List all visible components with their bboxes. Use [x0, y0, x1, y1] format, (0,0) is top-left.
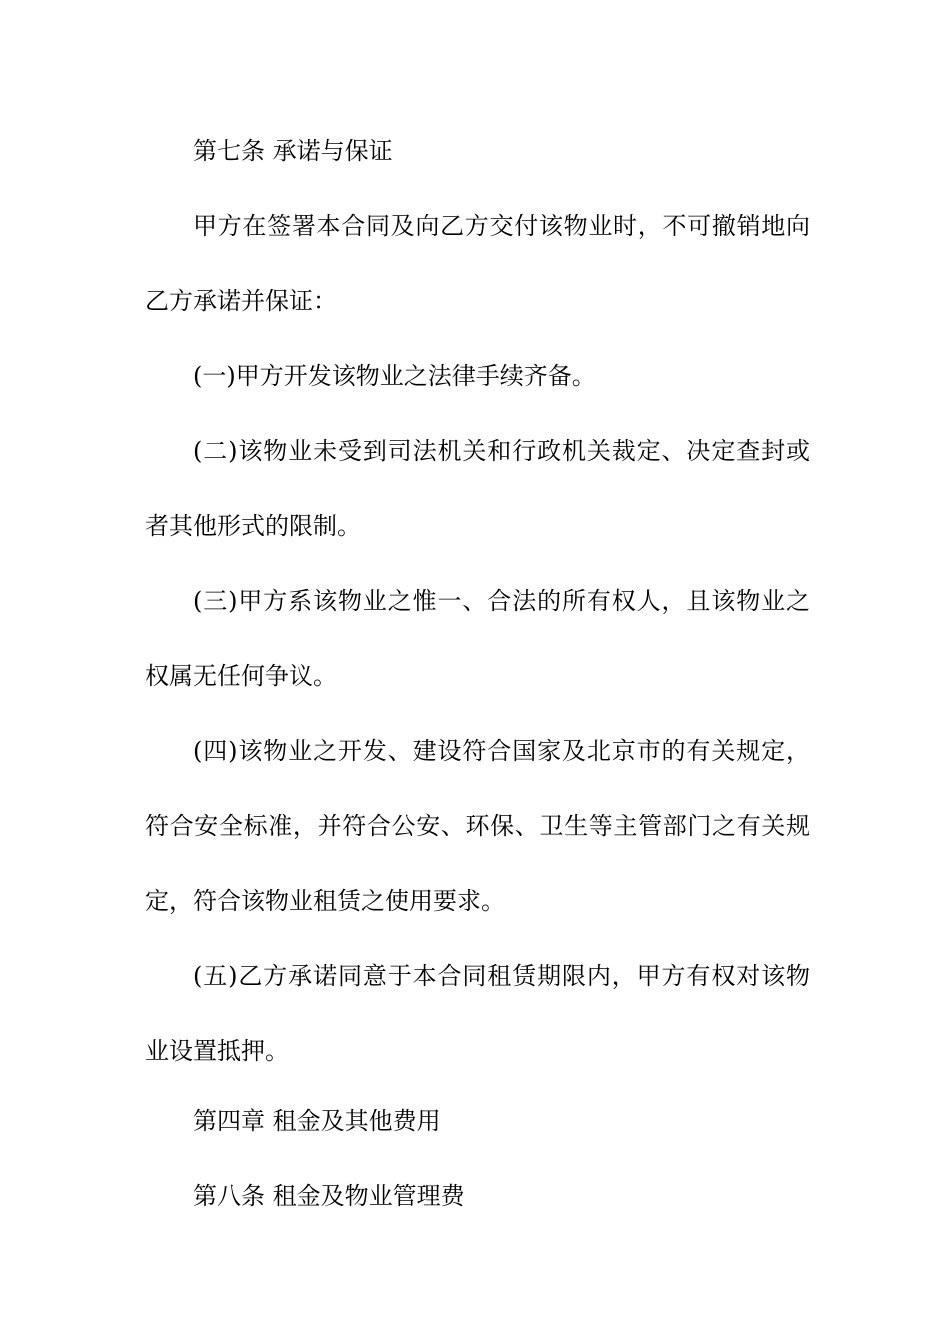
paragraph-line: 乙方承诺并保证：	[145, 287, 337, 315]
clause-1: (一)甲方开发该物业之法律手续齐备。	[193, 362, 596, 390]
clause-2: (二)该物业未受到司法机关和行政机关裁定、决定查封或	[193, 437, 810, 465]
clause-5: (五)乙方承诺同意于本合同租赁期限内，甲方有权对该物	[193, 962, 810, 990]
paragraph-line: 者其他形式的限制。	[145, 512, 361, 540]
paragraph-line: 定，符合该物业租赁之使用要求。	[145, 887, 505, 915]
clause-3: (三)甲方系该物业之惟一、合法的所有权人，且该物业之	[193, 587, 810, 615]
chapter-4-heading: 第四章 租金及其他费用	[193, 1107, 441, 1135]
clause-4: (四)该物业之开发、建设符合国家及北京市的有关规定，	[193, 737, 810, 765]
article-8-heading: 第八条 租金及物业管理费	[193, 1182, 465, 1210]
paragraph-line: 符合安全标准，并符合公安、环保、卫生等主管部门之有关规	[145, 812, 810, 840]
paragraph-line: 甲方在签署本合同及向乙方交付该物业时，不可撤销地向	[193, 212, 810, 240]
paragraph-line: 权属无任何争议。	[145, 662, 337, 690]
article-7-heading: 第七条 承诺与保证	[193, 137, 393, 165]
paragraph-line: 业设置抵押。	[145, 1037, 289, 1065]
